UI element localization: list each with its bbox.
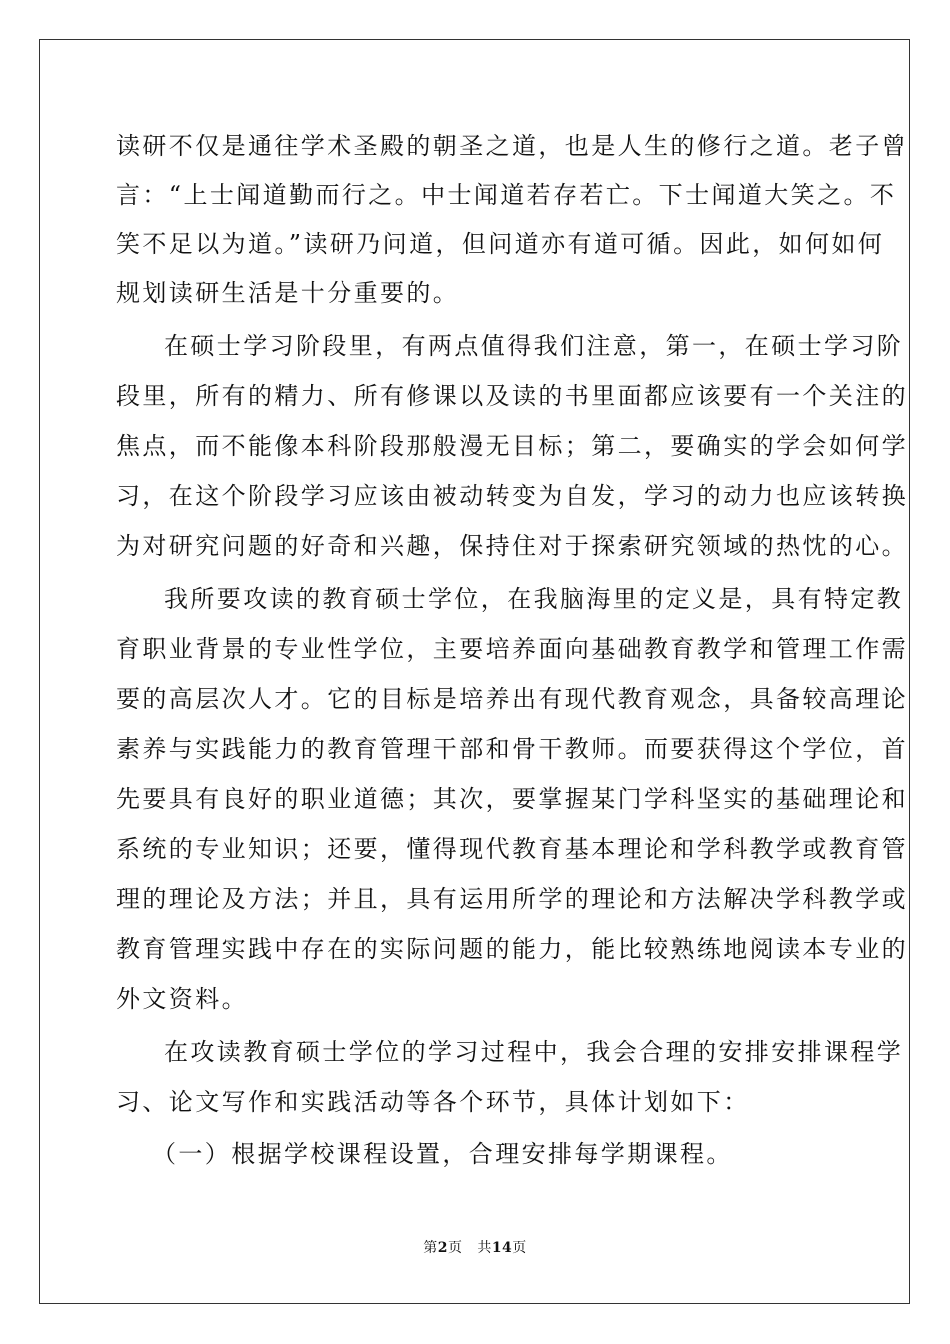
paragraph-line: 笑不足以为道。”读研乃问道，但问道亦有道可循。因此，如何如何 — [116, 230, 885, 258]
paragraph-line: 规划读研生活是十分重要的。 — [116, 279, 460, 307]
paragraph-line: 素养与实践能力的教育管理干部和骨干教师。而要获得这个学位，首 — [116, 735, 908, 763]
paragraph-line: 先要具有良好的职业道德；其次，要掌握某门学科坚实的基础理论和 — [116, 785, 908, 813]
paragraph-line: 读研不仅是通往学术圣殿的朝圣之道，也是人生的修行之道。老子曾 — [116, 132, 908, 160]
total-prefix: 共 — [477, 1240, 492, 1256]
paragraph-line: 要的高层次人才。它的目标是培养出有现代教育观念，具备较高理论 — [116, 685, 908, 713]
paragraph-line: 理的理论及方法；并且，具有运用所学的理论和方法解决学科教学或 — [116, 885, 908, 913]
paragraph-line: 教育管理实践中存在的实际问题的能力，能比较熟练地阅读本专业的 — [116, 935, 908, 963]
paragraph-line: 在硕士学习阶段里，有两点值得我们注意，第一，在硕士学习阶 — [164, 332, 904, 360]
paragraph-line: 焦点，而不能像本科阶段那般漫无目标；第二，要确实的学会如何学 — [116, 432, 908, 460]
paragraph-line: 外文资料。 — [116, 985, 248, 1013]
page-prefix: 第 — [423, 1240, 438, 1256]
page-number: 2 — [437, 1240, 448, 1256]
page-footer — [0, 1238, 950, 1258]
paragraph-line: 言：“上士闻道勤而行之。中士闻道若存若亡。下士闻道大笑之。不 — [116, 181, 897, 209]
total-pages: 14 — [491, 1240, 513, 1256]
paragraph-line: 习、论文写作和实践活动等各个环节，具体计划如下： — [116, 1088, 750, 1116]
page-suffix: 页 — [447, 1240, 463, 1256]
paragraph-line: 段里，所有的精力、所有修课以及读的书里面都应该要有一个关注的 — [116, 382, 908, 410]
paragraph-line: 习，在这个阶段学习应该由被动转变为自发，学习的动力也应该转换 — [116, 482, 908, 510]
paragraph-line: 系统的专业知识；还要，懂得现代教育基本理论和学科教学或教育管 — [116, 835, 908, 863]
section-heading: （一）根据学校课程设置，合理安排每学期课程。 — [152, 1140, 733, 1168]
paragraph-line: 在攻读教育硕士学位的学习过程中，我会合理的安排安排课程学 — [164, 1038, 904, 1066]
paragraph-line: 我所要攻读的教育硕士学位，在我脑海里的定义是，具有特定教 — [164, 585, 904, 613]
paragraph-line: 育职业背景的专业性学位，主要培养面向基础教育教学和管理工作需 — [116, 635, 908, 663]
paragraph-line: 为对研究问题的好奇和兴趣，保持住对于探索研究领域的热忱的心。 — [116, 532, 908, 560]
total-suffix: 页 — [512, 1240, 527, 1256]
